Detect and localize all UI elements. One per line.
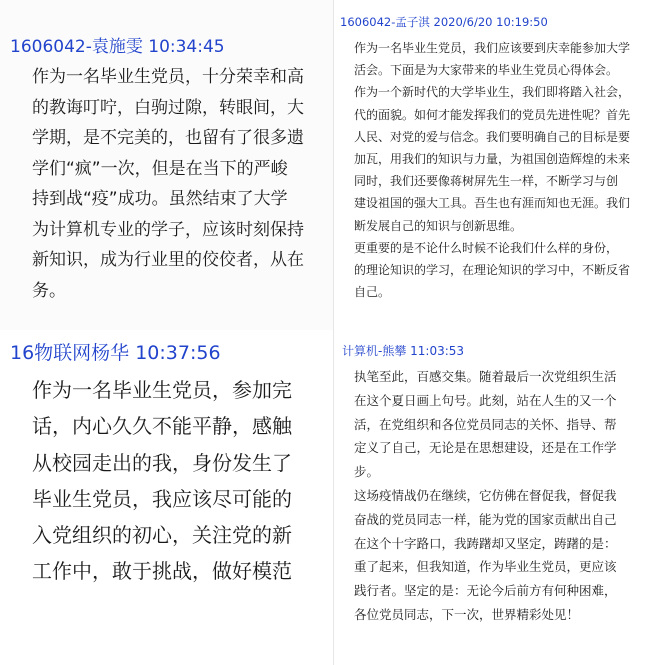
message-line: 为计算机专业的学子，应该时刻保持	[32, 219, 304, 240]
message-line: 重了起来，但我知道，作为毕业生党员，更应该	[354, 559, 617, 575]
message-line: 执笔至此，百感交集。随着最后一次党组织生活	[354, 369, 617, 384]
message-line: 自己。	[354, 285, 391, 300]
message-header: 16物联网杨华 10:37:56	[10, 342, 221, 364]
message-line: 持到战“疫”成功。虽然结束了大学	[32, 189, 288, 209]
message-line: 活会。下面是为大家带来的毕业生党员心得体会。	[354, 63, 619, 78]
message-line: 同时，我们还要像蒋树屏先生一样，不断学习与创	[354, 174, 619, 189]
message-header: 计算机-熊攀 11:03:53	[342, 344, 465, 358]
message-line: 活，在党组织和各位党员同志的关怀、指导、帮	[354, 416, 617, 432]
chat-message-panel	[0, 330, 333, 665]
message-line: 代的面貌。如何才能发挥我们的党员先进性呢？首先	[354, 107, 631, 122]
message-line: 学们“疯”一次，但是在当下的严峻	[32, 158, 288, 179]
message-line: 建设祖国的强大工具。吾生也有涯而知也无涯。我们	[354, 196, 631, 211]
message-body	[32, 62, 304, 306]
message-line: 这场疫情战仍在继续，它仿佛在督促我，督促我	[354, 487, 617, 503]
message-line: 践行者。坚定的是：无论今后前方有何种困难，	[354, 583, 617, 599]
message-line: 入党组织的初心，关注党的新	[32, 523, 292, 548]
message-header: 1606042-袁施雯 10:34:45	[10, 37, 225, 57]
message-line: 学期，是不完美的，也留有了很多遗	[32, 128, 304, 148]
message-body	[354, 365, 617, 627]
chat-message-panel	[0, 0, 333, 330]
message-line: 人民、对党的爱与信念。我们要明确自己的目标是要	[354, 129, 631, 144]
message-line: 定义了自己，无论是在思想建设，还是在工作学	[354, 440, 617, 456]
message-line: 的教诲叮咛，白驹过隙，转眼间，大	[32, 97, 304, 118]
message-line: 作为一名毕业生党员，我们应该要到庆幸能参加大学	[354, 41, 631, 55]
message-line: 的理论知识的学习，在理论知识的学习中，不断反省	[354, 263, 631, 278]
message-line: 加瓦，用我们的知识与力量，为祖国创造辉煌的未来	[354, 152, 631, 167]
message-header: 1606042-孟子淇 2020/6/20 10:19:50	[340, 15, 548, 29]
message-line: 话，内心久久不能平静，感触	[32, 414, 292, 439]
message-line: 在这个十字路口，我踌躇却又坚定，踌躇的是：	[354, 535, 617, 551]
message-line: 更重要的是不论什么时候不论我们什么样的身份，	[354, 240, 619, 255]
message-line: 各位党员同志，下一次，世界精彩处见！	[354, 606, 580, 622]
message-line: 工作中，敢于挑战，做好模范	[32, 559, 292, 584]
message-line: 作为一名毕业生党员，十分荣幸和高	[32, 67, 304, 87]
message-body	[354, 37, 630, 303]
message-line: 作为一个新时代的大学毕业生，我们即将踏入社会，	[354, 85, 631, 100]
message-line: 断发展自己的知识与创新思维。	[354, 218, 523, 233]
message-line: 奋战的党员同志一样，能为党的国家贡献出自己	[354, 511, 617, 527]
message-line: 务。	[32, 280, 66, 301]
message-line: 作为一名毕业生党员，参加完	[32, 378, 292, 402]
message-line: 步。	[354, 464, 380, 480]
chat-message-panel	[333, 330, 665, 665]
message-line: 毕业生党员，我应该尽可能的	[32, 486, 292, 511]
chat-message-panel	[333, 0, 665, 330]
message-line: 新知识，成为行业里的佼佼者，从在	[32, 250, 304, 270]
message-body	[32, 372, 292, 590]
message-line: 从校园走出的我，身份发生了	[32, 450, 292, 475]
message-line: 在这个夏日画上句号。此刻，站在人生的又一个	[354, 392, 617, 408]
